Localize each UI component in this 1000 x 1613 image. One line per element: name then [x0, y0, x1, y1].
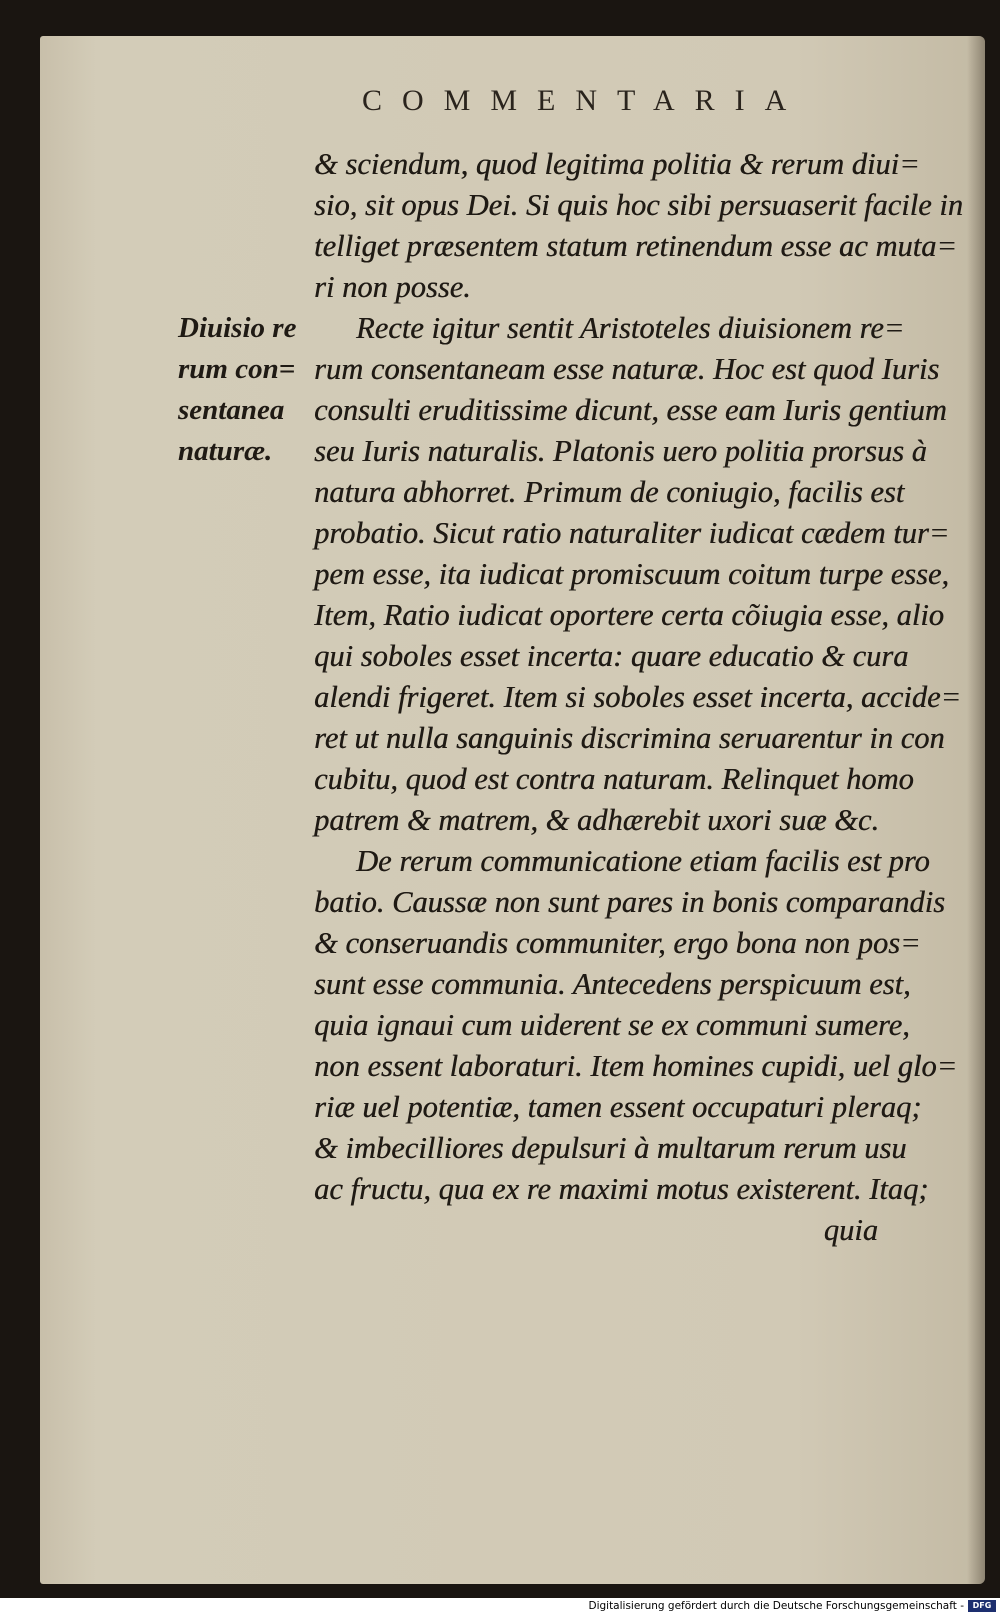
text-line: & conseruandis communiter, ergo bona non pos= — [314, 926, 921, 960]
text-line: & imbecilliores depulsuri à multarum rerum usu — [314, 1131, 907, 1165]
text-line: ac fructu, qua ex re maximi motus existerent. Itaq; — [314, 1172, 929, 1206]
text-line: sio, sit opus Dei. Si quis hoc sibi persuaserit facile in — [314, 188, 963, 222]
margin-note-line: sentanea — [178, 394, 285, 426]
text-line: telliget præsentem statum retinendum esse ac muta= — [314, 229, 957, 263]
margin-note-line: Diuisio re — [178, 312, 297, 344]
footer-credit: Digitalisierung gefördert durch die Deutsche Forschungsgemeinschaft - — [588, 1600, 964, 1612]
dfg-logo: DFG — [968, 1600, 996, 1612]
catchword: quia — [823, 1213, 878, 1247]
text-line: alendi frigeret. Item si soboles esset incerta, accide= — [314, 680, 962, 714]
text-line: batio. Caussæ non sunt pares in bonis comparandis — [314, 885, 945, 919]
text-line: probatio. Sicut ratio naturaliter iudicat cædem tur= — [314, 516, 950, 550]
text-line: pem esse, ita iudicat promiscuum coitum turpe esse, — [314, 557, 950, 591]
text-line: & sciendum, quod legitima politia & rerum diui= — [314, 147, 920, 181]
text-line: De rerum communicatione etiam facilis est pro — [356, 844, 930, 878]
text-line: qui soboles esset incerta: quare educatio & cura — [314, 639, 909, 673]
running-head: COMMENTARIA — [362, 84, 807, 117]
footer-bar — [0, 1598, 1000, 1613]
text-line: non essent laboraturi. Item homines cupidi, uel glo= — [314, 1049, 958, 1083]
text-line: quia ignaui cum uiderent se ex communi sumere, — [314, 1008, 910, 1042]
body-text — [314, 144, 963, 1251]
margin-note-line: rum con= — [178, 353, 296, 385]
text-line: rum consentaneam esse naturæ. Hoc est quod Iuris — [314, 352, 940, 386]
text-line: natura abhorret. Primum de coniugio, facilis est — [314, 475, 905, 509]
text-line: seu Iuris naturalis. Platonis uero politia prorsus à — [314, 434, 927, 468]
text-line: riæ uel potentiæ, tamen essent occupaturi pleraq; — [314, 1090, 922, 1124]
margin-note-line: naturæ. — [178, 435, 273, 467]
margin-note — [178, 308, 318, 472]
text-line: Item, Ratio iudicat oportere certa cõiugia esse, alio — [314, 598, 944, 632]
text-line: ret ut nulla sanguinis discrimina seruarentur in con — [314, 721, 945, 755]
text-line: patrem & matrem, & adhærebit uxori suæ &c. — [314, 803, 880, 837]
page-gutter-shadow — [967, 36, 985, 1584]
text-line: ri non posse. — [314, 270, 471, 304]
text-line: sunt esse communia. Antecedens perspicuum est, — [314, 967, 911, 1001]
text-line: Recte igitur sentit Aristoteles diuisionem re= — [356, 311, 905, 345]
text-line: consulti eruditissime dicunt, esse eam Iuris gentium — [314, 393, 947, 427]
text-line: cubitu, quod est contra naturam. Relinquet homo — [314, 762, 914, 796]
